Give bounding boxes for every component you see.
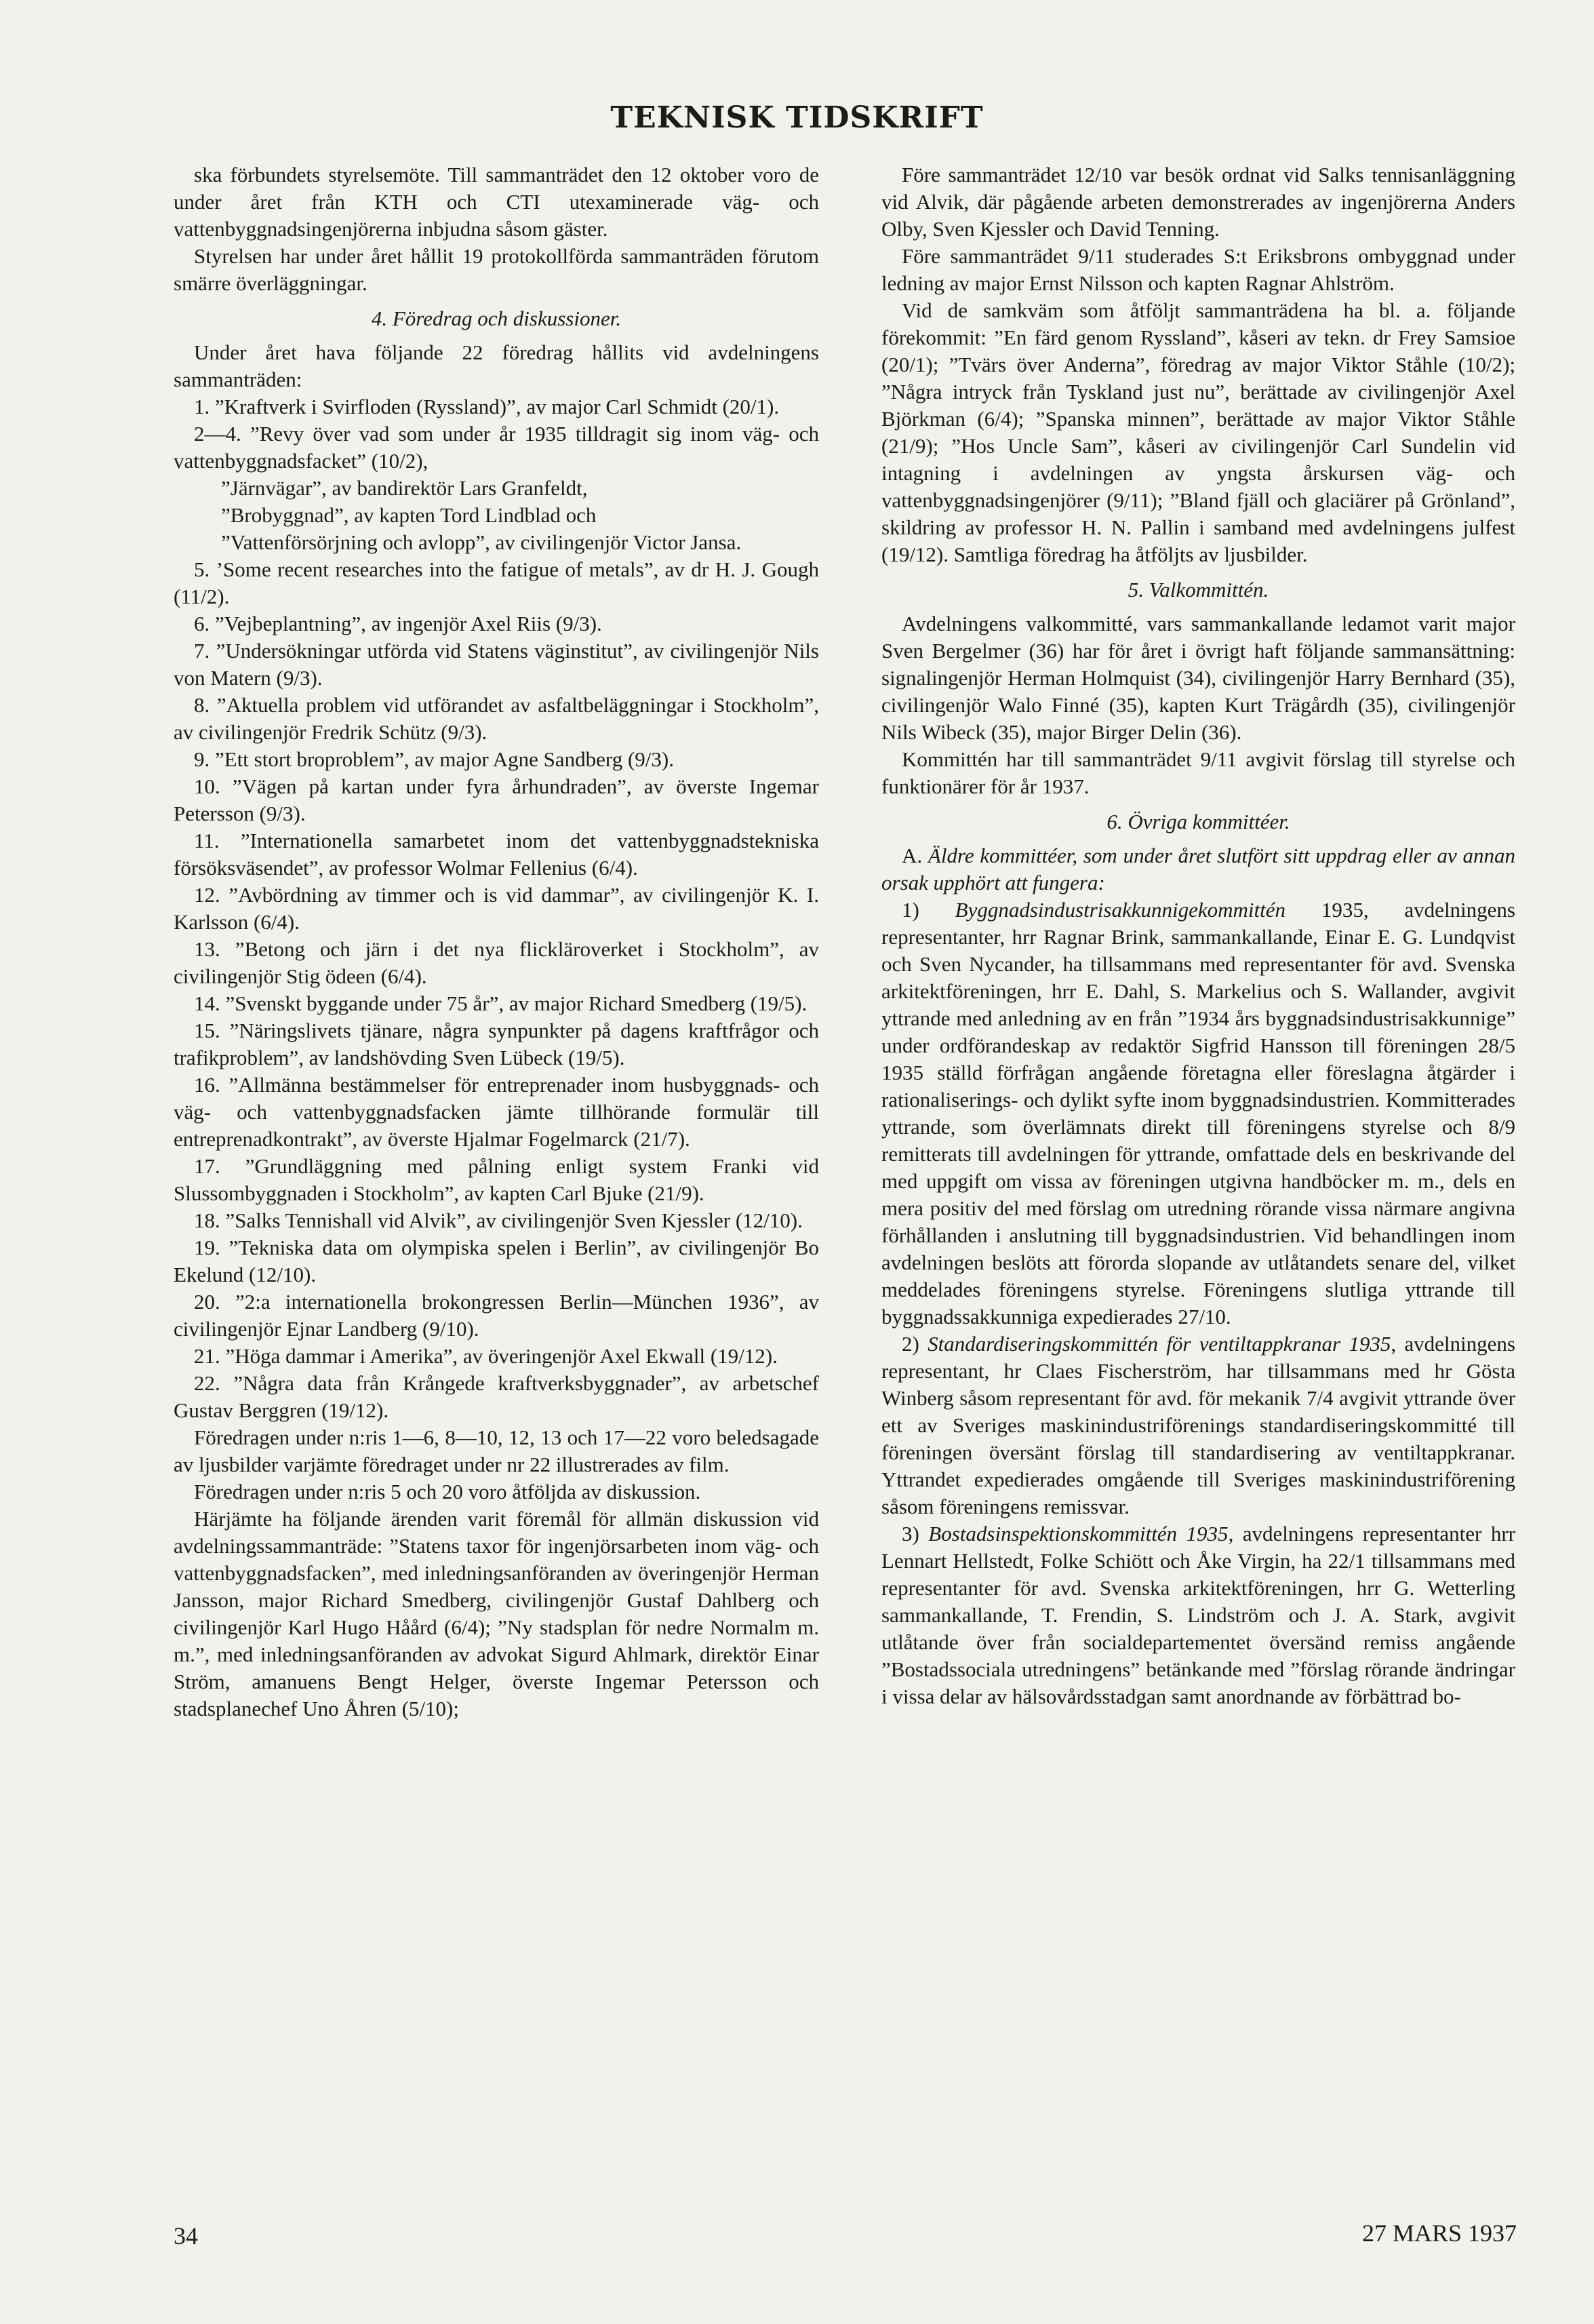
lecture-item: 8. ”Aktuella problem vid utförandet av asfaltbeläggningar i Stockholm”, av civilingenjör Fredrik Schütz (9/3). <box>174 693 819 744</box>
paragraph: Styrelsen har under året hållit 19 protokollförda sammanträden förutom smärre överläggningar. <box>174 244 819 295</box>
lecture-item: 22. ”Några data från Krångede kraftverksbyggnader”, av arbetschef Gustav Berggren (19/12). <box>174 1371 819 1422</box>
lecture-item: 11. ”Internationella samarbetet inom det vattenbyggnadstekniska försöksväsendet”, av professor Wolmar Fellenius (6/4). <box>174 829 819 880</box>
issue-date: 27 MARS 1937 <box>1361 2220 1517 2247</box>
committee-item <box>881 897 1515 1331</box>
committee-number: 1) <box>902 898 919 922</box>
lecture-item: 6. ”Vejbeplantning”, av ingenjör Axel Riis (9/3). <box>194 612 602 635</box>
section-6-a-label: A. <box>902 844 923 867</box>
lecture-item: 18. ”Salks Tennishall vid Alvik”, av civilingenjör Sven Kjessler (12/10). <box>194 1208 803 1232</box>
section-6-a-title: Äldre kommittéer, som under året slutfört sitt uppdrag eller av annan orsak upphört att fungera: <box>881 844 1515 894</box>
section-6-heading: 6. Övriga kommittéer. <box>1107 810 1290 833</box>
lecture-subitem: ”Brobyggnad”, av kapten Tord Lindblad och <box>221 503 597 527</box>
page-number: 34 <box>174 2222 198 2249</box>
right-column <box>881 161 1515 1710</box>
paragraph: Föredragen under n:ris 1—6, 8—10, 12, 13 och 17—22 voro beledsagade av ljusbilder varjämte föredraget under nr 22 illustrerades av film. <box>174 1425 819 1476</box>
lecture-item: 5. ’Some recent researches into the fatigue of metals”, av dr H. J. Gough (11/2). <box>174 557 819 608</box>
lecture-item: 14. ”Svenskt byggande under 75 år”, av major Richard Smedberg (19/5). <box>194 991 808 1015</box>
lecture-subitem: ”Vattenförsörjning och avlopp”, av civilingenjör Victor Jansa. <box>221 530 742 554</box>
lecture-item: 2—4. ”Revy över vad som under år 1935 tilldragit sig inom väg- och vattenbyggnadsfacket” (10/2), <box>174 422 819 473</box>
lecture-item: 21. ”Höga dammar i Amerika”, av överingenjör Axel Ekwall (19/12). <box>194 1344 778 1368</box>
committee-text: , avdelningens representanter hrr Lennart Hellstedt, Folke Schiött och Åke Virgin, ha 22/1 tillsammans med representanter för avd. Svenska arkitektföreningen, hrr G. Wetterling sammankallande, T. Frendin, S. Lindström och J. A. Stark, avgivit utlåtande över från socialdepartementet översänd remiss angående ”Bostadssociala utredningens” betänkande med ”förslag rörande ändringar i vissa delar av hälsovårdsstadgan samt anordnande av förbättrad bo- <box>881 1522 1515 1708</box>
paragraph: Före sammanträdet 12/10 var besök ordnat vid Salks tennisanläggning vid Alvik, där pågående arbeten demonstrerades av ingenjörerna Anders Olby, Sven Kjessler och David Tenning. <box>881 163 1515 241</box>
section-6-a <box>881 842 1515 897</box>
paragraph: Före sammanträdet 9/11 studerades S:t Eriksbrons ombyggnad under ledning av major Ernst Nilsson och kapten Ragnar Ahlström. <box>881 244 1515 295</box>
committee-name: Byggnadsindustrisakkunnigekommittén <box>955 898 1286 922</box>
lecture-item: 10. ”Vägen på kartan under fyra århundraden”, av överste Ingemar Petersson (9/3). <box>174 774 819 825</box>
committee-name: Bostadsinspektionskommittén 1935 <box>928 1522 1229 1545</box>
paragraph: Vid de samkväm som åtföljt sammanträdena ha bl. a. följande förekommit: ”En färd genom Ryssland”, kåseri av tekn. dr Frey Samsioe (20/1); ”Tvärs över Anderna”, föredrag av major Viktor Ståhle (10/2); ”Några intryck från Tyskland just nu”, berättade av civilingenjör Axel Björkman (6/4); ”Spanska minnen”, berättade av major Viktor Ståhle (21/9); ”Hos Uncle Sam”, kåseri av civilingenjör Carl Sundelin vid intagning i avdelningen av yngsta årskursen väg- och vattenbyggnadsingenjörer (9/11); ”Bland fjäll och glaciärer på Grönland”, skildring av professor H. N. Pallin i samband med avdelningens julfest (19/12). Samtliga föredrag ha åtföljts av ljusbilder. <box>881 298 1515 566</box>
lecture-item: 16. ”Allmänna bestämmelser för entreprenader inom husbyggnads- och väg- och vattenbyggnadsfacken jämte tillhörande formulär till entreprenadkontrakt”, av överste Hjalmar Fogelmarck (21/7). <box>174 1073 819 1151</box>
journal-title: TEKNISK TIDSKRIFT <box>610 100 984 135</box>
lecture-item: 1. ”Kraftverk i Svirfloden (Ryssland)”, av major Carl Schmidt (20/1). <box>194 395 780 418</box>
left-column <box>174 161 819 1722</box>
committee-number: 2) <box>902 1332 919 1356</box>
committee-number: 3) <box>902 1522 919 1545</box>
paragraph: Föredragen under n:ris 5 och 20 voro åtföljda av diskussion. <box>194 1480 701 1503</box>
lecture-item: 13. ”Betong och järn i det nya flickläroverket i Stockholm”, av civilingenjör Stig ödeen (6/4). <box>174 937 819 988</box>
lecture-item: 7. ”Undersökningar utförda vid Statens väginstitut”, av civilingenjör Nils von Matern (9/3). <box>174 639 819 690</box>
lecture-subitem: ”Järnvägar”, av bandirektör Lars Granfeldt, <box>221 476 588 500</box>
lecture-item: 15. ”Näringslivets tjänare, några synpunkter på dagens kraftfrågor och trafikproblem”, av landshövding Sven Lübeck (19/5). <box>174 1019 819 1069</box>
section-4-intro: Under året hava följande 22 föredrag hållits vid avdelningens sammanträden: <box>174 340 819 391</box>
committee-name: Standardiseringskommittén för ventiltappkranar 1935 <box>928 1332 1391 1356</box>
lecture-item: 12. ”Avbördning av timmer och is vid dammar”, av civilingenjör K. I. Karlsson (6/4). <box>174 883 819 934</box>
paragraph: ska förbundets styrelsemöte. Till sammanträdet den 12 oktober voro de under året från KTH och CTI utexaminerade väg- och vattenbyggnadsingenjörerna inbjudna såsom gäster. <box>174 163 819 241</box>
committee-item <box>881 1520 1515 1710</box>
lecture-item: 17. ”Grundläggning med pålning enligt system Franki vid Slussombyggnaden i Stockholm”, av kapten Carl Bjuke (21/9). <box>174 1154 819 1205</box>
lecture-item: 9. ”Ett stort broproblem”, av major Agne Sandberg (9/3). <box>194 747 674 771</box>
paragraph: Härjämte ha följande ärenden varit föremål för allmän diskussion vid avdelningssammanträde: ”Statens taxor för ingenjörsarbeten inom väg- och vattenbyggnadsfacken”, med inledningsanföranden av överingenjör Herman Jansson, major Richard Smedberg, civilingenjör Gustaf Dahlberg och civilingenjör Karl Hugo Håård (6/4); ”Ny stadsplan för nedre Normalm m. m.”, med inledningsanföranden av advokat Sigurd Ahlmark, direktör Einar Ström, amanuens Bengt Helger, överste Ingemar Petersson och stadsplanechef Uno Åhren (5/10); <box>174 1507 819 1720</box>
paragraph: Kommittén har till sammanträdet 9/11 avgivit förslag till styrelse och funktionärer för år 1937. <box>881 747 1515 798</box>
section-4-heading: 4. Föredrag och diskussioner. <box>371 307 622 330</box>
committee-text: , avdelningens representant, hr Claes Fischerström, har tillsammans med hr Gösta Winberg såsom representant för avd. för mekanik 7/4 avgivit yttrande över ett av Sveriges maskinindustriförenings standardiseringskommitté till föreningen översänt förslag till standardisering av ventiltappkranar. Yttrandet expedierades omgående till Sveriges maskinindustriförening såsom föreningens remissvar. <box>881 1332 1515 1518</box>
section-5-heading: 5. Valkommittén. <box>1128 578 1269 602</box>
committee-item <box>881 1331 1515 1520</box>
lecture-item: 20. ”2:a internationella brokongressen Berlin—München 1936”, av civilingenjör Ejnar Landberg (9/10). <box>174 1290 819 1341</box>
lecture-item: 19. ”Tekniska data om olympiska spelen i Berlin”, av civilingenjör Bo Ekelund (12/10). <box>174 1236 819 1286</box>
paragraph: Avdelningens valkommitté, vars sammankallande ledamot varit major Sven Bergelmer (36) har för året i övrigt haft följande sammansättning: signalingenjör Herman Holmquist (34), civilingenjör Harry Bernhard (35), civilingenjör Walo Finné (35), kapten Kurt Trägårdh (35), civilingenjör Nils Wibeck (35), major Birger Delin (36). <box>881 612 1515 744</box>
committee-text: 1935, avdelningens representanter, hrr Ragnar Brink, sammankallande, Einar E. G. Lundqvist och Sven Nycander, ha tillsammans med representanter för avd. Svenska arkitektföreningen, hrr E. Dahl, S. Markelius och S. Wallander, avgivit yttrande med anledning av en från ”1934 års byggnadsindustrisakkunnige” under ordförandeskap av redaktör Sigfrid Hansson till föreningen 28/5 1935 ställd förfrågan angående företagna eller föreslagna åtgärder i rationaliserings- och dylikt syfte inom byggnadsindustrien. Kommitterades yttrande, som överlämnats direkt till föreningens styrelse och 8/9 remitterats till avdelningen för yttrande, omfattade dels en beskrivande del med uppgift om vissa av föreningen utgivna handböcker m. m., dels en mera positiv del med förslag om utredning rörande vissa närmare angivna förhållanden i anslutning till byggnadsindustrien. Vid behandlingen inom avdelningen beslöts att förorda slopande av utlåtandets senare del, vilket meddelades föreningens styrelse. Föreningens slutliga yttrande till byggnadssakkunniga expedierades 27/10. <box>881 898 1515 1328</box>
